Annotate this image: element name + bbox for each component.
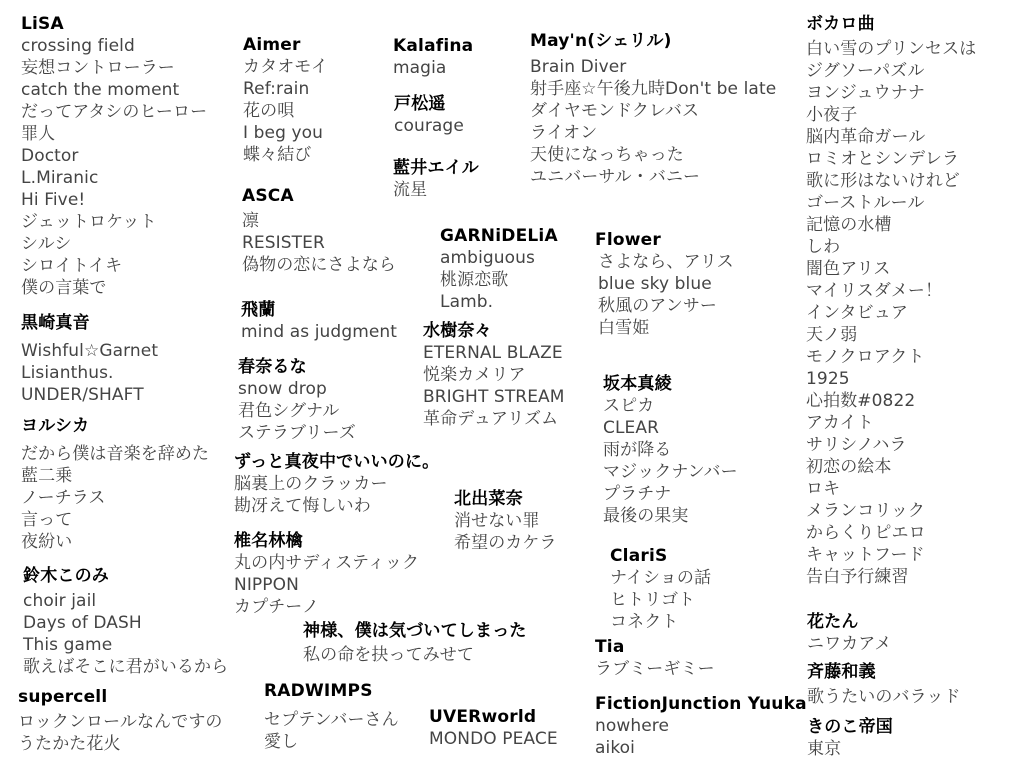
song-title: ジェットロケット	[21, 212, 157, 232]
song-title: UNDER/SHAFT	[21, 385, 144, 405]
group-zutomayo	[234, 451, 439, 517]
song-title: MONDO PEACE	[429, 729, 558, 749]
artist-name: ASCA	[242, 186, 294, 206]
song-list	[598, 251, 734, 339]
artist-name: Aimer	[243, 35, 301, 55]
song-title: ヒトリゴト	[610, 590, 696, 610]
song-list	[242, 210, 396, 276]
song-title: ロキ	[806, 479, 841, 499]
song-list	[264, 709, 399, 753]
song-list	[423, 342, 565, 430]
song-title: courage	[394, 116, 464, 136]
artist-name: UVERworld	[429, 707, 537, 727]
group-claris	[610, 545, 711, 633]
song-title: 罪人	[21, 124, 56, 144]
group-shiina	[234, 530, 419, 618]
song-title: snow drop	[238, 379, 327, 399]
song-title: mind as judgment	[241, 322, 398, 342]
song-title: 悦楽カメリア	[423, 365, 526, 385]
song-list	[393, 179, 479, 201]
song-title: nowhere	[595, 716, 670, 736]
song-list	[234, 473, 439, 517]
song-title: This game	[23, 635, 113, 655]
song-title: 天使になっちゃった	[530, 145, 684, 165]
song-title: Lisianthus.	[21, 363, 114, 383]
song-title: スピカ	[603, 396, 655, 416]
song-list	[393, 57, 473, 79]
song-title: 闇色アリス	[806, 259, 891, 279]
song-list	[807, 738, 893, 760]
song-title: 雨が降る	[603, 440, 672, 460]
song-list	[238, 378, 356, 444]
group-kurosaki	[21, 312, 158, 406]
song-title: 初恋の絵本	[806, 457, 892, 477]
song-title: 希望のカケラ	[454, 533, 557, 553]
song-title: 東京	[807, 739, 842, 759]
song-title: ロミオとシンデレラ	[806, 149, 960, 169]
song-list	[440, 247, 558, 313]
song-title: BRIGHT STREAM	[423, 387, 565, 407]
group-hiran	[241, 299, 397, 343]
song-title: 蝶々結び	[243, 145, 312, 165]
song-title: だから僕は音楽を辞めた	[21, 444, 210, 464]
artist-name: Tia	[595, 637, 625, 657]
song-title: プラチナ	[603, 484, 672, 504]
group-asca	[242, 185, 396, 276]
song-title: 偽物の恋にさよなら	[242, 255, 396, 275]
song-title: 言って	[21, 510, 73, 530]
song-title: カプチーノ	[234, 597, 320, 617]
song-list	[603, 395, 738, 527]
song-title: 記憶の水槽	[806, 215, 892, 235]
group-tia	[595, 636, 715, 680]
artist-name: 花たん	[807, 612, 859, 632]
song-title: モノクロアクト	[806, 347, 925, 367]
artist-name: 黒崎真音	[21, 313, 90, 333]
song-title: aikoi	[595, 738, 636, 758]
song-title: L.Miranic	[21, 168, 99, 188]
artist-name: RADWIMPS	[264, 681, 373, 701]
song-title: ゴーストルール	[806, 193, 925, 213]
group-haruna	[238, 356, 356, 444]
group-supercell	[18, 686, 223, 755]
song-list	[806, 38, 976, 588]
artist-name: LiSA	[21, 14, 64, 34]
song-title: 僕の言葉で	[21, 278, 107, 298]
song-title: シルシ	[21, 234, 72, 254]
song-title: CLEAR	[603, 418, 660, 438]
artist-name: 斉藤和義	[807, 662, 876, 682]
song-title: ノーチラス	[21, 488, 106, 508]
song-list	[394, 115, 464, 137]
artist-name: May'n(シェリル)	[530, 31, 672, 51]
song-title: crossing field	[21, 36, 135, 56]
song-list	[303, 644, 527, 666]
song-title: 歌えばそこに君がいるから	[23, 657, 229, 677]
song-title: 1925	[806, 369, 850, 389]
song-title: カタオモイ	[243, 57, 328, 77]
song-title: ETERNAL BLAZE	[423, 343, 563, 363]
song-title: ジグソーパズル	[806, 61, 925, 81]
song-title: ラブミーギミー	[595, 659, 715, 679]
song-title: 夜紛い	[21, 532, 73, 552]
song-title: 桃源恋歌	[440, 270, 509, 290]
artist-name: GARNiDELiA	[440, 226, 558, 246]
song-title: サリシノハラ	[806, 435, 907, 455]
song-title: 愛し	[264, 732, 299, 752]
song-title: choir jail	[23, 591, 97, 611]
song-title: からくりピエロ	[806, 523, 926, 543]
group-kamisama	[303, 620, 527, 666]
group-uverworld	[429, 706, 558, 750]
song-title: 脳内革命ガール	[806, 127, 926, 147]
song-list	[241, 321, 397, 343]
song-title: Lamb.	[440, 292, 494, 312]
song-title: blue sky blue	[598, 274, 712, 294]
group-kinoko	[807, 716, 893, 760]
group-saito	[807, 661, 961, 708]
song-title: だってアタシのヒーロー	[21, 102, 208, 122]
artist-name: supercell	[18, 687, 108, 707]
song-list	[21, 443, 209, 553]
group-suzuki	[23, 565, 228, 678]
group-fjyuuka	[595, 693, 807, 759]
song-list	[807, 686, 961, 708]
group-vocaloid	[806, 13, 976, 588]
group-mizuki	[423, 320, 565, 430]
group-flower	[595, 229, 734, 339]
group-kitade	[454, 488, 557, 554]
artist-name: 藍井エイル	[393, 158, 479, 178]
song-title: 流星	[393, 180, 428, 200]
song-title: セプテンバーさん	[264, 710, 399, 730]
song-title: 射手座☆午後九時Don't be late	[530, 79, 777, 99]
artist-name: 坂本真綾	[603, 374, 672, 394]
song-list	[610, 567, 711, 633]
artist-name: 鈴木このみ	[23, 566, 109, 586]
song-title: 歌うたいのバラッド	[807, 687, 961, 707]
group-sakamoto	[603, 373, 738, 527]
artist-name: 戸松遥	[394, 94, 446, 114]
group-hanatan	[807, 611, 891, 655]
song-title: さよなら、アリス	[598, 252, 734, 272]
song-title: NIPPON	[234, 575, 299, 595]
song-list	[18, 711, 223, 755]
song-title: ヨンジュウナナ	[806, 83, 925, 103]
song-title: 消せない罪	[454, 511, 540, 531]
song-list	[21, 35, 207, 299]
group-kalafina	[393, 35, 473, 79]
song-list	[429, 728, 558, 750]
song-title: メランコリック	[806, 501, 926, 521]
song-title: 心拍数#0822	[806, 391, 916, 411]
song-title: うたかた花火	[18, 734, 121, 754]
song-title: 白い雪のプリンセスは	[806, 39, 977, 59]
song-title: 最後の果実	[603, 506, 689, 526]
song-title: ユニバーサル・バニー	[530, 167, 701, 187]
group-tomatsu	[394, 93, 464, 137]
song-title: ナイショの話	[610, 568, 712, 588]
song-title: 花の唄	[243, 101, 295, 121]
song-title: 天ノ弱	[806, 325, 858, 345]
group-aimer	[243, 34, 328, 166]
artist-name: 水樹奈々	[423, 321, 492, 341]
song-title: ライオン	[530, 123, 598, 143]
song-title: 丸の内サディスティック	[234, 553, 420, 573]
song-list	[243, 56, 328, 166]
song-list	[23, 590, 228, 678]
song-title: アカイト	[806, 413, 874, 433]
song-title: ステラブリーズ	[238, 423, 356, 443]
song-title: catch the moment	[21, 80, 180, 100]
artist-name: 飛蘭	[241, 300, 276, 320]
group-mayn	[530, 30, 776, 188]
song-list	[595, 715, 807, 759]
song-list	[807, 633, 891, 655]
song-title: magia	[393, 58, 447, 78]
song-title: Hi Five!	[21, 190, 86, 210]
song-title: 藍二乗	[21, 466, 73, 486]
song-title: 小夜子	[806, 105, 858, 125]
song-title: ambiguous	[440, 248, 535, 268]
artist-name: 神様、僕は気づいてしまった	[303, 621, 527, 641]
song-title: 告白予行練習	[806, 567, 909, 587]
song-title: 革命デュアリズム	[423, 409, 559, 429]
song-title: 歌に形はないけれど	[806, 171, 960, 191]
artist-name: ClariS	[610, 546, 668, 566]
song-title: 私の命を抉ってみせて	[303, 645, 474, 665]
song-title: コネクト	[610, 612, 679, 632]
song-title: 秋風のアンサー	[598, 296, 718, 316]
song-list	[234, 552, 419, 618]
song-title: マイリスダメー！	[806, 281, 943, 301]
song-title: ダイヤモンドクレバス	[530, 101, 700, 121]
song-list	[530, 56, 776, 188]
song-title: Brain Diver	[530, 57, 627, 77]
group-radwimps	[264, 680, 399, 753]
group-yorushika	[21, 415, 209, 553]
artist-name: ヨルシカ	[21, 416, 90, 436]
song-title: しわ	[806, 237, 841, 257]
artist-name: 北出菜奈	[454, 489, 523, 509]
artist-name: Kalafina	[393, 36, 474, 56]
artist-name: ずっと真夜中でいいのに。	[234, 452, 440, 472]
song-title: ロックンロールなんですの	[18, 712, 223, 732]
song-list	[454, 510, 557, 554]
song-title: インタビュア	[806, 303, 908, 323]
artist-name: 春奈るな	[238, 357, 307, 377]
artist-name: Flower	[595, 230, 661, 250]
song-title: マジックナンバー	[603, 462, 738, 482]
artist-name: きのこ帝国	[807, 717, 893, 737]
song-title: Ref:rain	[243, 79, 310, 99]
song-list	[595, 658, 715, 680]
group-lisa	[21, 13, 207, 299]
group-aoi	[393, 157, 479, 201]
song-title: Doctor	[21, 146, 79, 166]
artist-name: ボカロ曲	[806, 14, 875, 34]
song-title: 妄想コントローラー	[21, 58, 175, 78]
song-title: I beg you	[243, 123, 323, 143]
song-title: 君色シグナル	[238, 401, 340, 421]
song-title: Wishful☆Garnet	[21, 341, 159, 361]
song-title: ニワカアメ	[807, 634, 892, 654]
song-title: シロイトイキ	[21, 256, 123, 276]
song-title: キャットフード	[806, 545, 925, 565]
song-title: 凛	[242, 211, 260, 231]
song-title: RESISTER	[242, 233, 325, 253]
artist-name: 椎名林檎	[234, 531, 303, 551]
song-title: 白雪姫	[598, 318, 650, 338]
song-title: Days of DASH	[23, 613, 142, 633]
artist-name: FictionJunction Yuuka	[595, 694, 807, 714]
song-list	[21, 340, 158, 406]
group-garnidelia	[440, 225, 558, 313]
song-title: 脳裏上のクラッカー	[234, 474, 388, 494]
song-title: 勘冴えて悔しいわ	[234, 496, 371, 516]
